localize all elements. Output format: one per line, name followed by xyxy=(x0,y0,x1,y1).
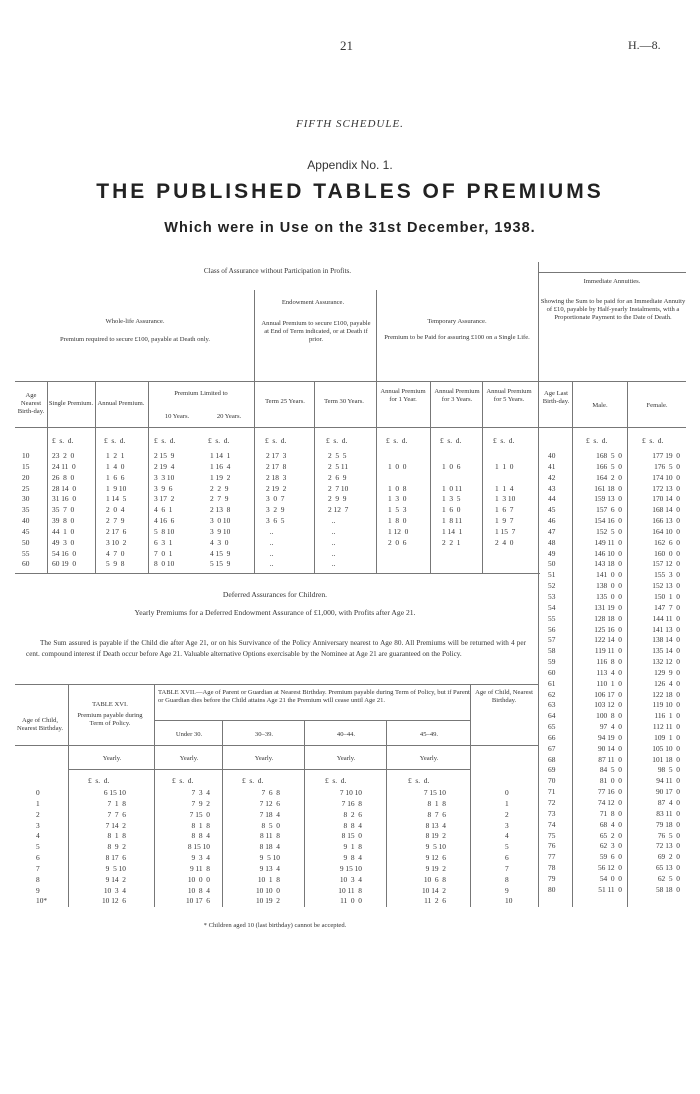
lsd-label: £ s. d. xyxy=(208,436,230,445)
lsd-label: £ s. d. xyxy=(154,436,176,445)
table1-divider xyxy=(376,290,377,573)
annuities-desc: Showing the Sum to be paid for an Immediate Annuity of £10, payable by Half-yearly Instalments, with a Proportionate Payment to the Date of Death. xyxy=(540,298,686,322)
temporary-1-year-column: 1 0 0 1 0 8 1 3 0 1 5 3 1 8 0 1 12 0 2 0 6 xyxy=(388,461,409,547)
header-single: Single Premium. xyxy=(48,400,94,407)
whole-life-desc: Premium required to secure £100, payable at Death only. xyxy=(59,336,211,343)
yearly-label: Yearly. xyxy=(254,755,274,762)
table2-age-right-column: 0 1 2 3 4 5 6 7 8 9 10 xyxy=(505,788,513,906)
header-under-30: Under 30. xyxy=(175,731,203,738)
table1-divider xyxy=(254,290,255,573)
lsd-label: £ s. d. xyxy=(493,436,515,445)
subtitle: Which were in Use on the 31st December, 1938. xyxy=(164,220,536,236)
deferred-line: Yearly Premiums for a Deferred Endowment Assurance of £1,000, with Profits after Age 21. xyxy=(134,608,416,617)
header-term-30: Term 30 Years. xyxy=(324,398,364,405)
header-30-39: 30–39. xyxy=(254,731,274,738)
header-annual: Annual Premium. xyxy=(97,400,145,407)
temporary-title: Temporary Assurance. xyxy=(427,318,487,325)
term-25-column: 2 17 3 2 17 8 2 18 3 2 19 2 3 0 7 3 2 9 3 6 5 .. .. .. .. xyxy=(266,451,287,569)
table2-divider xyxy=(386,720,387,907)
lsd-label: £ s. d. xyxy=(242,776,264,785)
lsd-label: £ s. d. xyxy=(325,776,347,785)
lsd-label: £ s. d. xyxy=(172,776,194,785)
main-title: THE PUBLISHED TABLES OF PREMIUMS xyxy=(96,180,604,203)
table-xvi-desc: Premium payable during Term of Policy. xyxy=(77,712,143,728)
appendix-label: Appendix No. 1. xyxy=(307,158,393,172)
table2-rule-header xyxy=(15,745,538,746)
table1-rule-top xyxy=(15,381,686,382)
schedule-heading: FIFTH SCHEDULE. xyxy=(296,118,404,130)
lsd-label: £ s. d. xyxy=(440,436,462,445)
table-xvi-column: 6 15 10 7 1 8 7 7 6 7 14 2 8 1 8 8 9 2 8 17 6 9 5 10 9 14 2 10 3 4 10 12 6 xyxy=(101,788,126,906)
table2-divider xyxy=(470,684,471,907)
lsd-label: £ s. d. xyxy=(52,436,74,445)
limited-10-years-column: 2 15 9 2 19 4 3 3 10 3 9 6 3 17 2 4 6 1 4 16 6 5 8 10 6 3 1 7 0 1 8 0 10 xyxy=(154,451,175,569)
endowment-title: Endowment Assurance. xyxy=(281,299,345,306)
header-female: Female. xyxy=(646,402,668,409)
yearly-label: Yearly. xyxy=(102,755,122,762)
table1-divider xyxy=(314,381,315,573)
annuity-rule-top xyxy=(538,272,686,273)
lsd-label: £ s. d. xyxy=(326,436,348,445)
header-male: Male. xyxy=(592,402,608,409)
header-1-year: Annual Premium for 1 Year. xyxy=(380,388,426,404)
header-annuity-age: Age Last Birth-day. xyxy=(542,390,570,406)
table2-divider xyxy=(304,720,305,907)
term-30-column: 2 5 5 2 5 11 2 6 9 2 7 10 2 9 9 2 12 7 .. .. .. .. .. xyxy=(328,451,349,569)
table1-rule-header xyxy=(15,427,686,428)
table1-divider xyxy=(47,381,48,573)
lsd-label: £ s. d. xyxy=(586,436,608,445)
temporary-3-years-column: 1 0 6 1 0 11 1 3 5 1 6 0 1 8 11 1 14 1 2 2 1 xyxy=(442,461,463,547)
temporary-5-years-column: 1 1 0 1 1 4 1 3 10 1 6 7 1 9 7 1 15 7 2 4 0 xyxy=(495,461,516,547)
table1-divider xyxy=(538,262,539,907)
footnote: * Children aged 10 (last birthday) cannot be accepted. xyxy=(203,922,347,929)
table2-age-left-header: Age of Child, Nearest Birthday. xyxy=(16,717,64,733)
header-20-years: 20 Years. xyxy=(216,413,242,420)
table1-divider xyxy=(482,381,483,573)
annuity-divider xyxy=(627,381,628,907)
table1-divider xyxy=(430,381,431,573)
annuity-divider xyxy=(572,381,573,907)
table2-age-right-header: Age of Child, Nearest Birthday. xyxy=(475,689,533,705)
table2-divider xyxy=(68,684,69,907)
deferred-title: Deferred Assurances for Children. xyxy=(222,590,328,599)
lsd-label: £ s. d. xyxy=(642,436,664,445)
header-limited: Premium Limited to xyxy=(174,390,228,397)
header-40-44: 40–44. xyxy=(336,731,356,738)
page-number: 21 xyxy=(340,38,353,53)
table2-age-left-column: 0 1 2 3 4 5 6 7 8 9 10* xyxy=(36,788,48,906)
table2-rule-group xyxy=(154,720,470,721)
limited-20-years-column: 1 14 1 1 16 4 1 19 2 2 2 9 2 7 9 2 13 8 3 0 10 3 9 10 4 3 0 4 15 9 5 15 9 xyxy=(210,451,231,569)
table1-divider xyxy=(148,381,149,573)
table2-divider xyxy=(154,684,155,907)
header-age: Age Nearest Birth-day. xyxy=(17,392,45,416)
table-xvii-title: TABLE XVII.—Age of Parent or Guardian at Nearest Birthday. Premium payable during Term of Policy, but if Parent or Guardian dies before the Child attains Age 21 the Premium will cease until Age 21. xyxy=(158,689,470,705)
age-40-44-column: 7 10 10 7 16 8 8 2 6 8 8 4 8 15 0 9 1 8 9 8 4 9 15 10 10 3 4 10 11 8 11 0 0 xyxy=(338,788,362,906)
endowment-desc: Annual Premium to secure £100, payable at End of Term indicated, or at Death if prior. xyxy=(261,320,371,344)
annuities-title: Immediate Annuities. xyxy=(583,278,641,285)
lsd-label: £ s. d. xyxy=(265,436,287,445)
table2-rule-yearly xyxy=(68,769,470,770)
under-30-column: 7 3 4 7 9 2 7 15 0 8 1 8 8 8 4 8 15 10 9 3 4 9 11 8 10 0 0 10 8 4 10 17 6 xyxy=(185,788,210,906)
table-xvi-title: TABLE XVI. xyxy=(92,701,128,708)
single-premium-column: 23 2 0 24 11 0 26 8 0 28 14 0 31 16 0 35 7 0 39 8 0 44 1 0 49 3 0 54 16 0 60 19 0 xyxy=(52,451,77,569)
table1-divider xyxy=(95,381,96,573)
lsd-label: £ s. d. xyxy=(88,776,110,785)
age-45-49-column: 7 15 10 8 1 8 8 7 6 8 13 4 8 19 2 9 5 10 9 12 6 9 19 2 10 6 8 10 14 2 11 2 6 xyxy=(421,788,446,906)
header-term-25: Term 25 Years. xyxy=(265,398,305,405)
lsd-label: £ s. d. xyxy=(386,436,408,445)
annuity-female-column: 177 19 0 176 5 0 174 10 0 172 13 0 170 14 0 168 14 0 166 13 0 164 10 0 162 6 0 160 0 0 157 12 0 155 3 0 152 13 0 150 1 0 147 7 0 144 11 0 141 13 0 138 14 0 135 14 0 132 12 0 129 9 0 126 4 0 122 18 0 119 10 0 116 1 0 112 11 0 109 1 0 105 10 0 101 18 0 98 5 0 94 11 0 90 17 0 87 4 0 83 11 0 79 18 0 76 5 0 72 13 0 69 2 0 65 13 0 62 5 0 58 18 0 xyxy=(652,451,680,894)
table2-rule-top xyxy=(15,684,538,685)
yearly-label: Yearly. xyxy=(336,755,356,762)
header-45-49: 45–49. xyxy=(419,731,439,738)
yearly-label: Yearly. xyxy=(419,755,439,762)
annual-premium-column: 1 2 1 1 4 0 1 6 6 1 9 10 1 14 5 2 0 4 2 7 9 2 17 6 3 10 2 4 7 0 5 9 8 xyxy=(106,451,127,569)
lsd-label: £ s. d. xyxy=(408,776,430,785)
header-10-years: 10 Years. xyxy=(164,413,190,420)
lsd-label: £ s. d. xyxy=(104,436,126,445)
table2-divider xyxy=(222,720,223,907)
class-heading: Class of Assurance without Participation in Profits. xyxy=(203,267,352,275)
yearly-label: Yearly. xyxy=(179,755,199,762)
temporary-desc: Premium to be Paid for assuring £100 on a Single Life. xyxy=(384,334,530,341)
header-5-years: Annual Premium for 5 Years. xyxy=(486,388,532,404)
whole-life-title: Whole-life Assurance. xyxy=(105,318,165,325)
age-30-39-column: 7 6 8 7 12 6 7 18 4 8 5 0 8 11 8 8 18 4 9 5 10 9 13 4 10 1 8 10 10 0 10 19 2 xyxy=(255,788,280,906)
header-3-years: Annual Premium for 3 Years. xyxy=(434,388,480,404)
table1-rule-bottom xyxy=(15,573,540,574)
deferred-paragraph: The Sum assured is payable if the Child die after Age 21, or on his Survivance of the Policy Anniversary nearest to Age 80. All Premiums will be returned with 4 per cent. compound interest if Death occur before Age 21. Valuable alternative Options exercisable by the Nominee at Age 21 are guaranteed on the Policy. xyxy=(26,639,526,658)
document-reference: H.—8. xyxy=(628,38,661,52)
annuity-age-column: 40 41 42 43 44 45 46 47 48 49 50 51 52 53 54 55 56 57 58 59 60 61 62 63 64 65 66 67 68 69 70 71 72 73 74 75 76 77 78 79 80 xyxy=(548,451,556,894)
annuity-male-column: 168 5 0 166 5 0 164 2 0 161 18 0 159 13 0 157 6 0 154 16 0 152 5 0 149 11 0 146 10 0 143 18 0 141 0 0 138 0 0 135 0 0 131 19 0 128 18 0 125 16 0 122 14 0 119 11 0 116 8 0 113 4 0 110 1 0 106 17 0 103 12 0 100 8 0 97 4 0 94 19 0 90 14 0 87 11 0 84 5 0 81 0 0 77 16 0 74 12 0 71 8 0 68 4 0 65 2 0 62 3 0 59 6 0 56 12 0 54 0 0 51 11 0 xyxy=(594,451,622,894)
age-column: 10 15 20 25 30 35 40 45 50 55 60 xyxy=(22,451,30,569)
